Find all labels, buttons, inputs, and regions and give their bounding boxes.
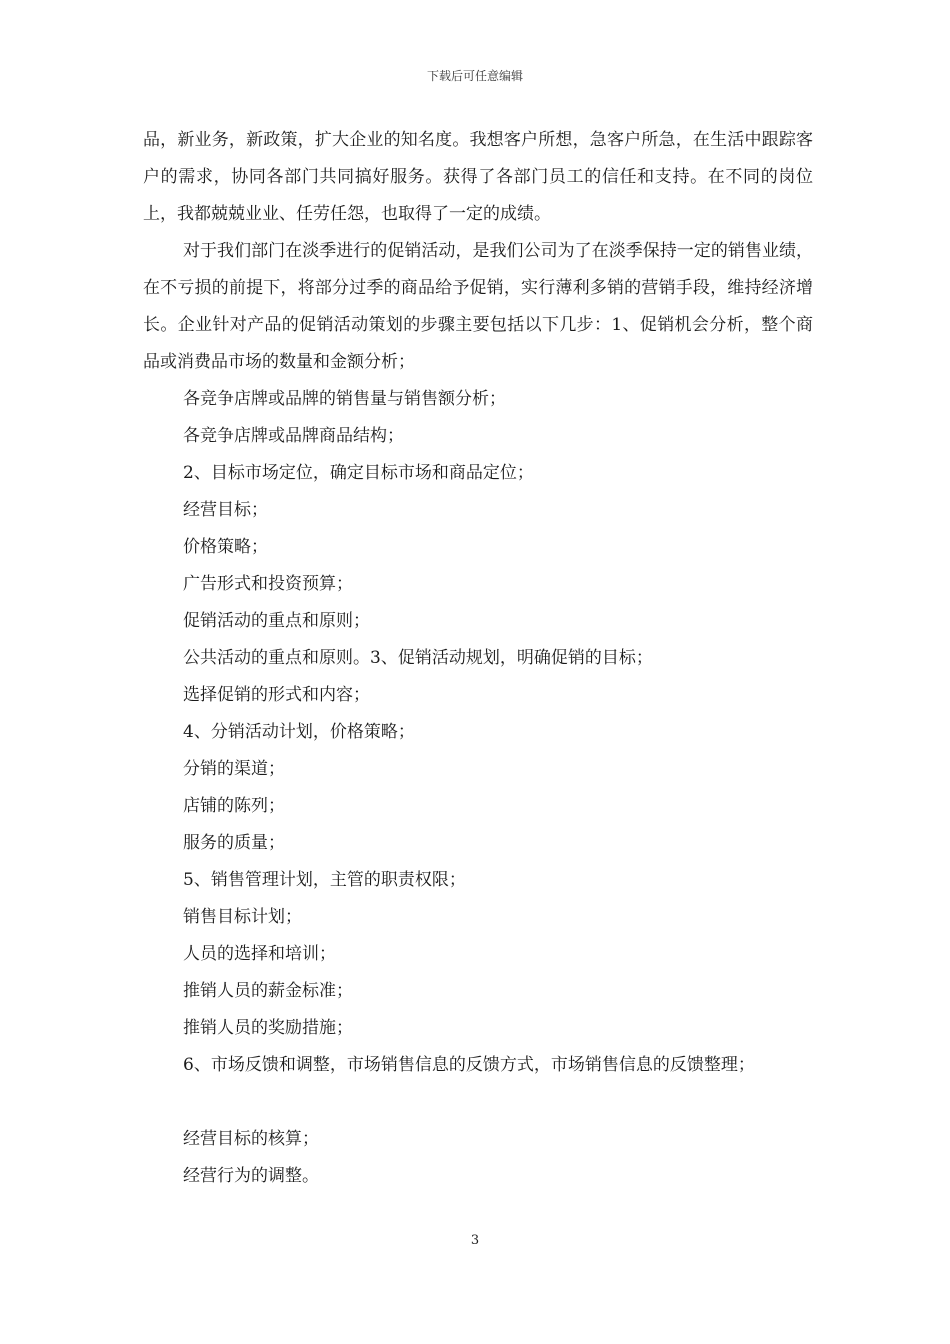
list-item: 促销活动的重点和原则； [183,611,370,631]
list-item: 经营目标； [183,500,268,520]
list-item: 推销人员的薪金标准； [183,981,353,1001]
list-item: 选择促销的形式和内容； [183,685,370,705]
list-item: 4、分销活动计划，价格策略； [183,722,415,742]
list-item: 6、市场反馈和调整，市场销售信息的反馈方式，市场销售信息的反馈整理； [183,1055,755,1075]
paragraph: 品，新业务，新政策，扩大企业的知名度。我想客户所想，急客户所急，在生活中跟踪客户的需求，协同各部门共同搞好服务。获得了各部门员工的信任和支持。在不同的岗位上，我都兢兢业业、任劳任怨，也取得了一定的成绩。 [143,130,813,224]
list-item: 服务的质量； [183,833,285,853]
list-item: 经营目标的核算； [183,1129,319,1149]
page-header: 下载后可任意编辑 [426,69,523,83]
list-item: 销售目标计划； [183,907,302,927]
list-item: 经营行为的调整。 [183,1166,319,1186]
blank-line [143,1084,813,1121]
list-item: 5、销售管理计划，主管的职责权限； [183,870,466,890]
list-item: 推销人员的奖励措施； [183,1018,353,1038]
document-body [143,122,813,1195]
list-item: 价格策略； [183,537,268,557]
page-number: 3 [470,1233,480,1248]
list-item: 各竞争店牌或品牌的销售量与销售额分析； [183,389,506,409]
list-item: 分销的渠道； [183,759,285,779]
list-item: 广告形式和投资预算； [183,574,353,594]
list-item: 各竞争店牌或品牌商品结构； [183,426,404,446]
list-item: 人员的选择和培训； [183,944,336,964]
list-item: 公共活动的重点和原则。3、促销活动规划，明确促销的目标； [183,648,653,668]
list-item: 2、目标市场定位，确定目标市场和商品定位； [183,463,534,483]
list-item: 店铺的陈列； [183,796,285,816]
paragraph: 对于我们部门在淡季进行的促销活动，是我们公司为了在淡季保持一定的销售业绩，在不亏损的前提下，将部分过季的商品给予促销，实行薄利多销的营销手段，维持经济增长。企业针对产品的促销活动策划的步骤主要包括以下几步：1、促销机会分析，整个商品或消费品市场的数量和金额分析； [143,241,813,372]
